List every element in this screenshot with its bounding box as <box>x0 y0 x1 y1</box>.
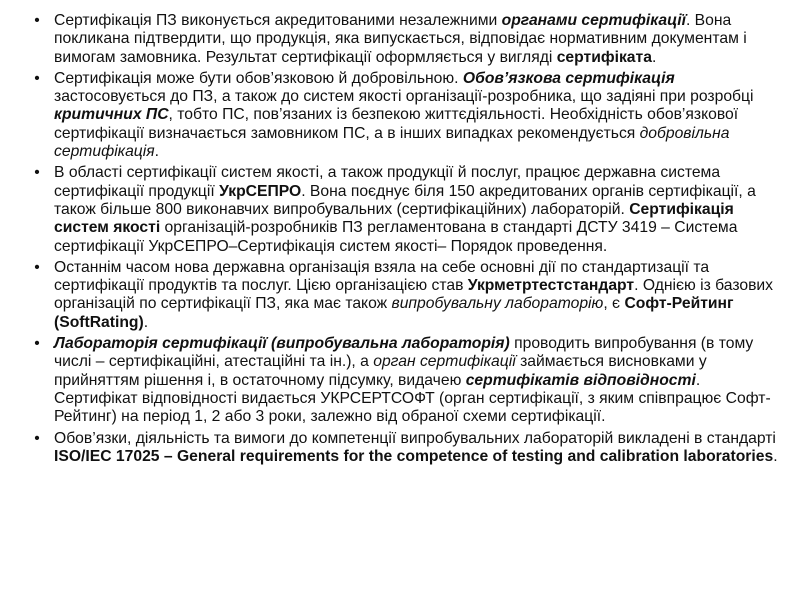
segment: . Вона поєднує біля 150 акредитованих органів сертифікації, а також більше 800 виконавчих випробувальних (сертифікаційних) лабораторій. <box>54 182 756 218</box>
term-certification-laboratory: Лабораторія сертифікації (випробувальна лабораторія) <box>54 335 510 353</box>
segment: В області сертифікації систем якості, а також продукції й послуг, працює державна система сертифікації продукції <box>54 164 721 200</box>
segment: організацій-розробників ПЗ регламентована в стандарті ДСТУ 3419 – Система сертифікації УкрСЕПРО–Сертифікація систем якості– Порядок проведення. <box>54 219 738 255</box>
term-testing-laboratory: випробувальну лабораторію <box>391 295 604 313</box>
term-ukrsepro: УкрСЕПРО <box>219 182 302 200</box>
bullet-marker: • <box>34 69 40 87</box>
bullet-marker: • <box>34 335 40 353</box>
segment: . <box>773 447 778 465</box>
segment: . Сертифікат відповідності видається УКРСЕРТСОФТ (орган сертифікації, з яким співпрацює Софт-Рейтинг) на період 1, 2 або 3 роки, залежно від обраної схеми сертифікації. <box>54 371 771 426</box>
segment: Останнім часом нова державна організація взяла на себе основні дії по стандартизації та сертифікації продуктів та послуг. Цією організацією став <box>54 258 710 295</box>
bullet-item-6 <box>30 430 782 467</box>
segment: Сертифікація ПЗ виконується акредитованими незалежними <box>54 12 502 29</box>
segment: застосовується до ПЗ, а також до систем якості організації-розробника, що задіяні при розробці <box>54 88 754 106</box>
segment: . Однією із базових організацій по сертифікації ПЗ, яка має також <box>54 277 774 313</box>
bullet-item-1 <box>30 12 782 67</box>
bullet-item-5 <box>30 335 782 426</box>
segment: проводить випробування (в тому числі – сертифікаційні, атестаційні та ін.), а <box>54 335 754 371</box>
bullet-marker: • <box>34 429 40 447</box>
bullet-item-2 <box>30 70 782 161</box>
bullet-marker: • <box>34 258 40 276</box>
term-mandatory-certification: Обов’язкова сертифікація <box>462 69 675 87</box>
bullet-item-4 <box>30 259 782 332</box>
term-ukrmetrteststandart: Укрметртестстандарт <box>467 277 635 295</box>
term-conformity-certificates: сертифікатів відповідності <box>465 371 696 389</box>
term-critical-software: критичних ПС <box>54 106 169 124</box>
segment: . <box>651 48 657 66</box>
segment: . Вона покликана підтвердити, що продукція, яка випускається, відповідає нормативним документам і вимогам замовника. Результат сертифікації оформляється у вигляді <box>54 12 747 66</box>
term-iso-iec-17025: ISO/IEC 17025 – General requirements for the competence of testing and calibration laboratories <box>54 447 774 465</box>
term-voluntary-certification: добровільна сертифікація <box>54 124 730 161</box>
segment: . <box>143 313 149 331</box>
segment: Сертифікація може бути обов’язковою й добровільною. <box>54 69 463 87</box>
term-soft-rating: Софт-Рейтинг (SoftRating) <box>54 295 734 331</box>
segment: , є <box>603 295 625 313</box>
term-certification-bodies: органами сертифікації <box>501 12 686 29</box>
bullet-item-3 <box>30 164 782 255</box>
term-quality-system-certification: Сертифікація систем якості <box>54 200 734 237</box>
term-certificate: сертифіката <box>556 48 652 66</box>
bullet-marker: • <box>34 12 40 29</box>
segment: Обов’язки, діяльність та вимоги до компетенції випробувальних лабораторій викладені в стандарті <box>54 429 776 447</box>
term-certification-body: орган сертифікації <box>373 353 516 371</box>
segment: займається висновками у прийняттям рішення і, в остаточному підсумку, видачею <box>54 353 707 389</box>
segment: , тобто ПС, пов’язаних із безпекою життєдіяльності. Необхідність обов’язкової сертифікації визначається замовником ПС, а в інших випадках рекомендується <box>54 106 739 142</box>
segment: . <box>154 143 160 161</box>
bullet-marker: • <box>34 164 40 182</box>
bullet-list <box>30 12 782 469</box>
